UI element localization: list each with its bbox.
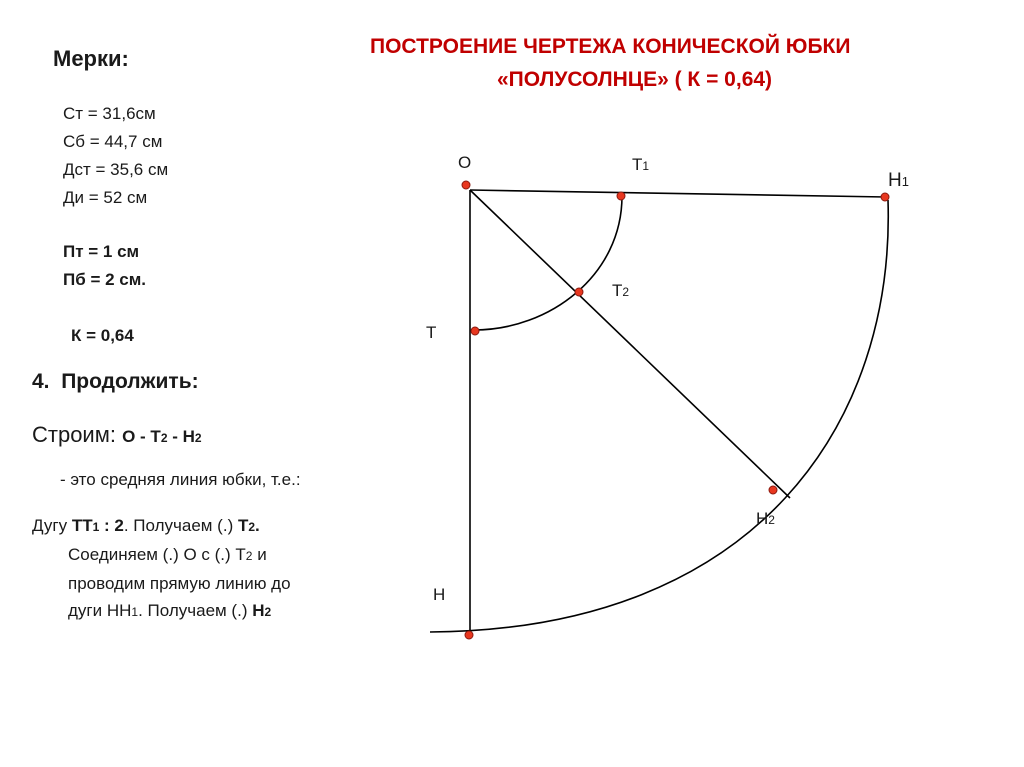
label-h: Н — [433, 585, 446, 604]
instruction-line-3: проводим прямую линию до — [68, 574, 291, 593]
label-t2: Т2 — [612, 281, 630, 300]
measurements-heading: Мерки: — [53, 46, 129, 71]
point-h — [465, 631, 473, 639]
point-t2 — [575, 288, 583, 296]
page-title-line1: ПОСТРОЕНИЕ ЧЕРТЕЖА КОНИЧЕСКОЙ ЮБКИ — [370, 35, 851, 58]
k-coefficient: К = 0,64 — [71, 326, 134, 345]
label-t: Т — [426, 323, 437, 342]
build-t-sub: 2 — [160, 431, 168, 445]
label-o: О — [458, 153, 472, 172]
label-h2: Н2 — [756, 509, 775, 528]
page-title-line2: «ПОЛУСОЛНЦЕ» ( К = 0,64) — [497, 68, 773, 91]
instruction-line-2: Соединяем (.) О с (.) Т2 и — [68, 545, 267, 564]
point-o — [462, 181, 470, 189]
measurement-st: Ст = 31,6см — [63, 104, 156, 123]
step-number: 4. — [32, 370, 50, 393]
measurement-di: Ди = 52 см — [63, 188, 148, 207]
point-h2 — [769, 486, 777, 494]
build-prefix: Строим: — [32, 422, 123, 447]
point-t — [471, 327, 479, 335]
label-t1: Т1 — [632, 155, 650, 174]
label-h1: Н1 — [888, 170, 909, 191]
point-t1 — [617, 192, 625, 200]
instruction-line-1: Дугу ТТ1 : 2. Получаем (.) Т2. — [32, 516, 260, 535]
allowance-pt: Пт = 1 см — [63, 242, 140, 261]
build-h: - Н — [167, 427, 195, 446]
arc-h-h1 — [430, 200, 888, 632]
build-h-sub: 2 — [194, 431, 202, 445]
allowance-pb: Пб = 2 см. — [63, 270, 147, 289]
midline-text: - это средняя линия юбки, т.е.: — [60, 470, 301, 489]
measurement-dst: Дст = 35,6 см — [63, 160, 169, 179]
step-title: Продолжить: — [61, 370, 199, 393]
measurement-sb: Сб = 44,7 см — [63, 132, 163, 151]
instruction-line-4: дуги НН1. Получаем (.) Н2 — [68, 601, 272, 620]
build-o: О — [122, 427, 136, 446]
line-o-h1 — [470, 190, 886, 197]
build-t: - Т — [135, 427, 161, 446]
point-h1 — [881, 193, 889, 201]
line-o-h2 — [470, 190, 790, 498]
